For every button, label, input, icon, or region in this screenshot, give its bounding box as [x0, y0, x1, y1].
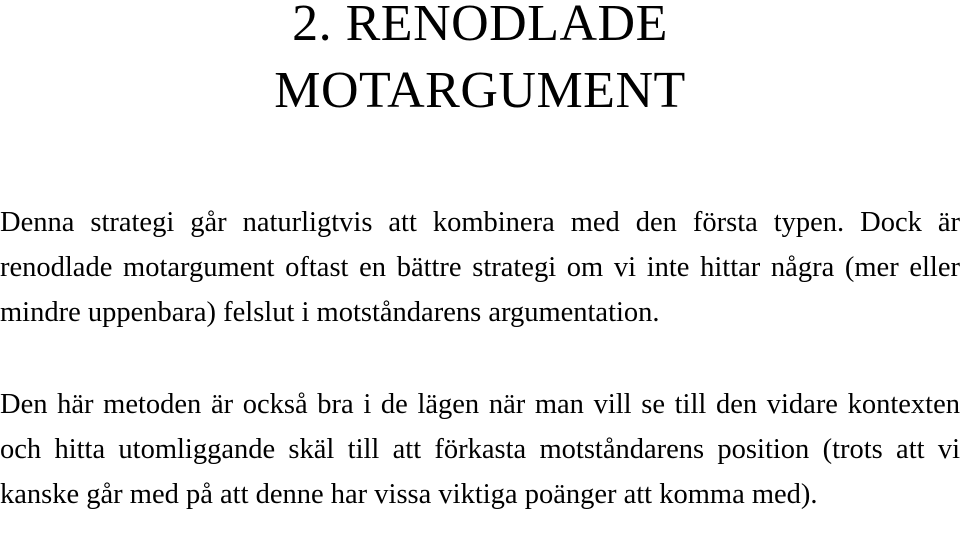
- page-title: [0, 0, 960, 124]
- page-title-line-1: 2. RENODLADE: [292, 0, 668, 52]
- page-title-line-2: MOTARGUMENT: [274, 62, 686, 119]
- paragraph-method: Den här metoden är också bra i de lägen när man vill se till den vidare kontexten och hitta utomliggande skäl till att förkasta motståndarens position (trots att vi kanske går med på att denne har vissa viktiga poänger att komma med).: [0, 389, 960, 510]
- paragraph-strategy: Denna strategi går naturligtvis att kombinera med den första typen. Dock är renodlade motargument oftast en bättre strategi om vi inte hittar några (mer eller mindre uppenbara) felslut i motståndarens argumentation.: [0, 207, 960, 328]
